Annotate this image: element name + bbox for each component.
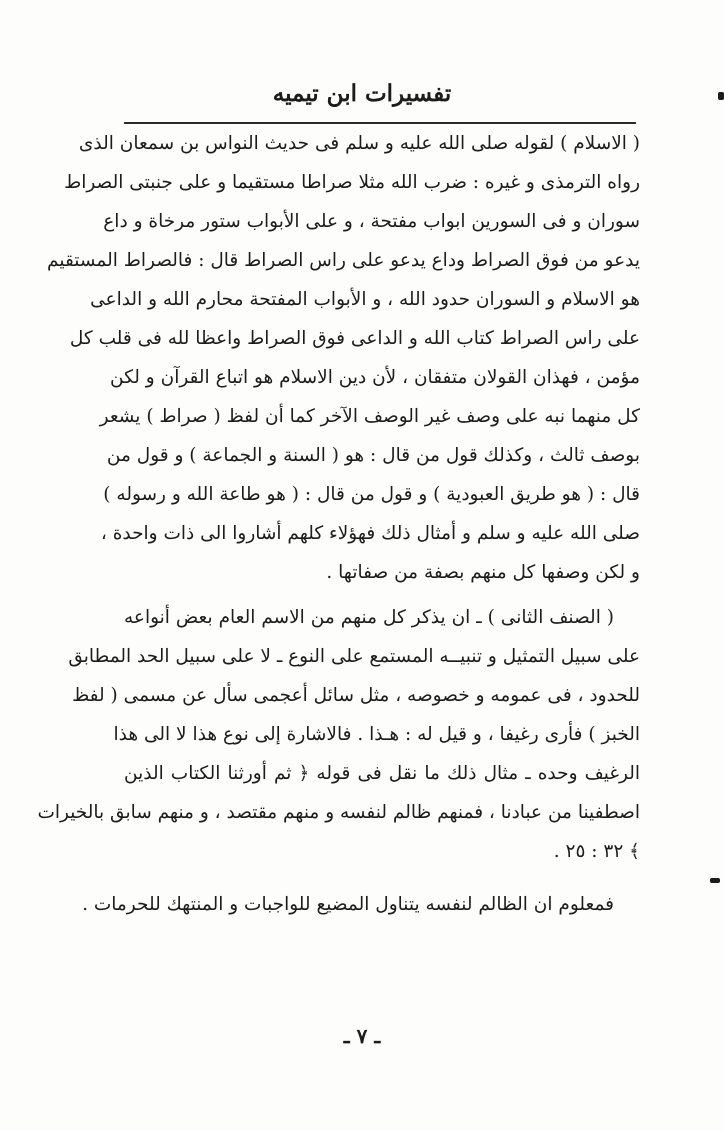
text-line: هو الاسلام و السوران حدود الله ، و الأبواب المفتحة محارم الله و الداعى bbox=[90, 289, 640, 310]
text-line: قال : ( هو طريق العبودية ) و قول من قال : ( هو طاعة الله و رسوله ) bbox=[103, 484, 640, 505]
text-line: الرغيف وحده ـ مثال ذلك ما نقل فى قوله ﴿ ثم أورثنا الكتاب الذين bbox=[124, 763, 640, 784]
text-line: صلى الله عليه و سلم و أمثال ذلك فهؤلاء كلهم أشاروا الى ذات واحدة ، bbox=[100, 523, 640, 544]
paragraph-start-line: ( الصنف الثانى ) ـ ان يذكر كل منهم من الاسم العام بعض أنواعه bbox=[124, 607, 614, 628]
verse-reference-line: ﴾ ٣٢ : ٢٥ . bbox=[553, 841, 640, 862]
text-line: رواه الترمذى و غيره : ضرب الله مثلا صراطا مستقيما و على جنبتى الصراط bbox=[64, 172, 640, 193]
text-line: اصطفينا من عبادنا ، فمنهم ظالم لنفسه و منهم مقتصد ، و منهم سابق بالخيرات bbox=[37, 802, 640, 823]
text-line: على سبيل التمثيل و تنبيــه المستمع على النوع ـ لا على سبيل الحد المطابق bbox=[68, 646, 640, 667]
text-line: ( الاسلام ) لقوله صلى الله عليه و سلم فى حديث النواس بن سمعان الذى bbox=[78, 133, 640, 154]
text-line: بوصف ثالث ، وكذلك قول من قال : هو ( السنة و الجماعة ) و قول من bbox=[106, 445, 640, 466]
text-line: سوران و فى السورين ابواب مفتحة ، و على الأبواب ستور مرخاة و داع bbox=[103, 211, 640, 232]
page-number: ـ ٧ ـ bbox=[343, 1024, 381, 1048]
running-header: تفسيرات ابن تيميه bbox=[272, 80, 452, 107]
paragraph-end-line: و لكن وصفها كل منهم بصفة من صفاتها . bbox=[326, 562, 640, 583]
text-line: مؤمن ، فهذان القولان متفقان ، لأن دين الاسلام هو اتباع القرآن و لكن bbox=[109, 367, 640, 388]
paragraph-start-line: فمعلوم ان الظالم لنفسه يتناول المضيع للواجبات و المنتهك للحرمات . bbox=[82, 894, 614, 915]
page-body bbox=[37, 124, 640, 924]
text-line: الخبز ) فأرى رغيفا ، و قيل له : هـذا . فالاشارة إلى نوع هذا لا الى هذا bbox=[113, 724, 640, 745]
text-line: كل منهما نبه على وصف غير الوصف الآخر كما أن لفظ ( صراط ) يشعر bbox=[99, 406, 640, 427]
margin-ink-mark bbox=[710, 878, 720, 883]
text-line: للحدود ، فى عمومه و خصوصه ، مثل سائل أعجمى سأل عن مسمى ( لفظ bbox=[72, 685, 640, 706]
text-line: على راس الصراط كتاب الله و الداعى فوق الصراط واعظا لله فى قلب كل bbox=[69, 328, 640, 349]
text-line: يدعو من فوق الصراط وداع يدعو على راس الصراط قال : فالصراط المستقيم bbox=[47, 250, 640, 271]
